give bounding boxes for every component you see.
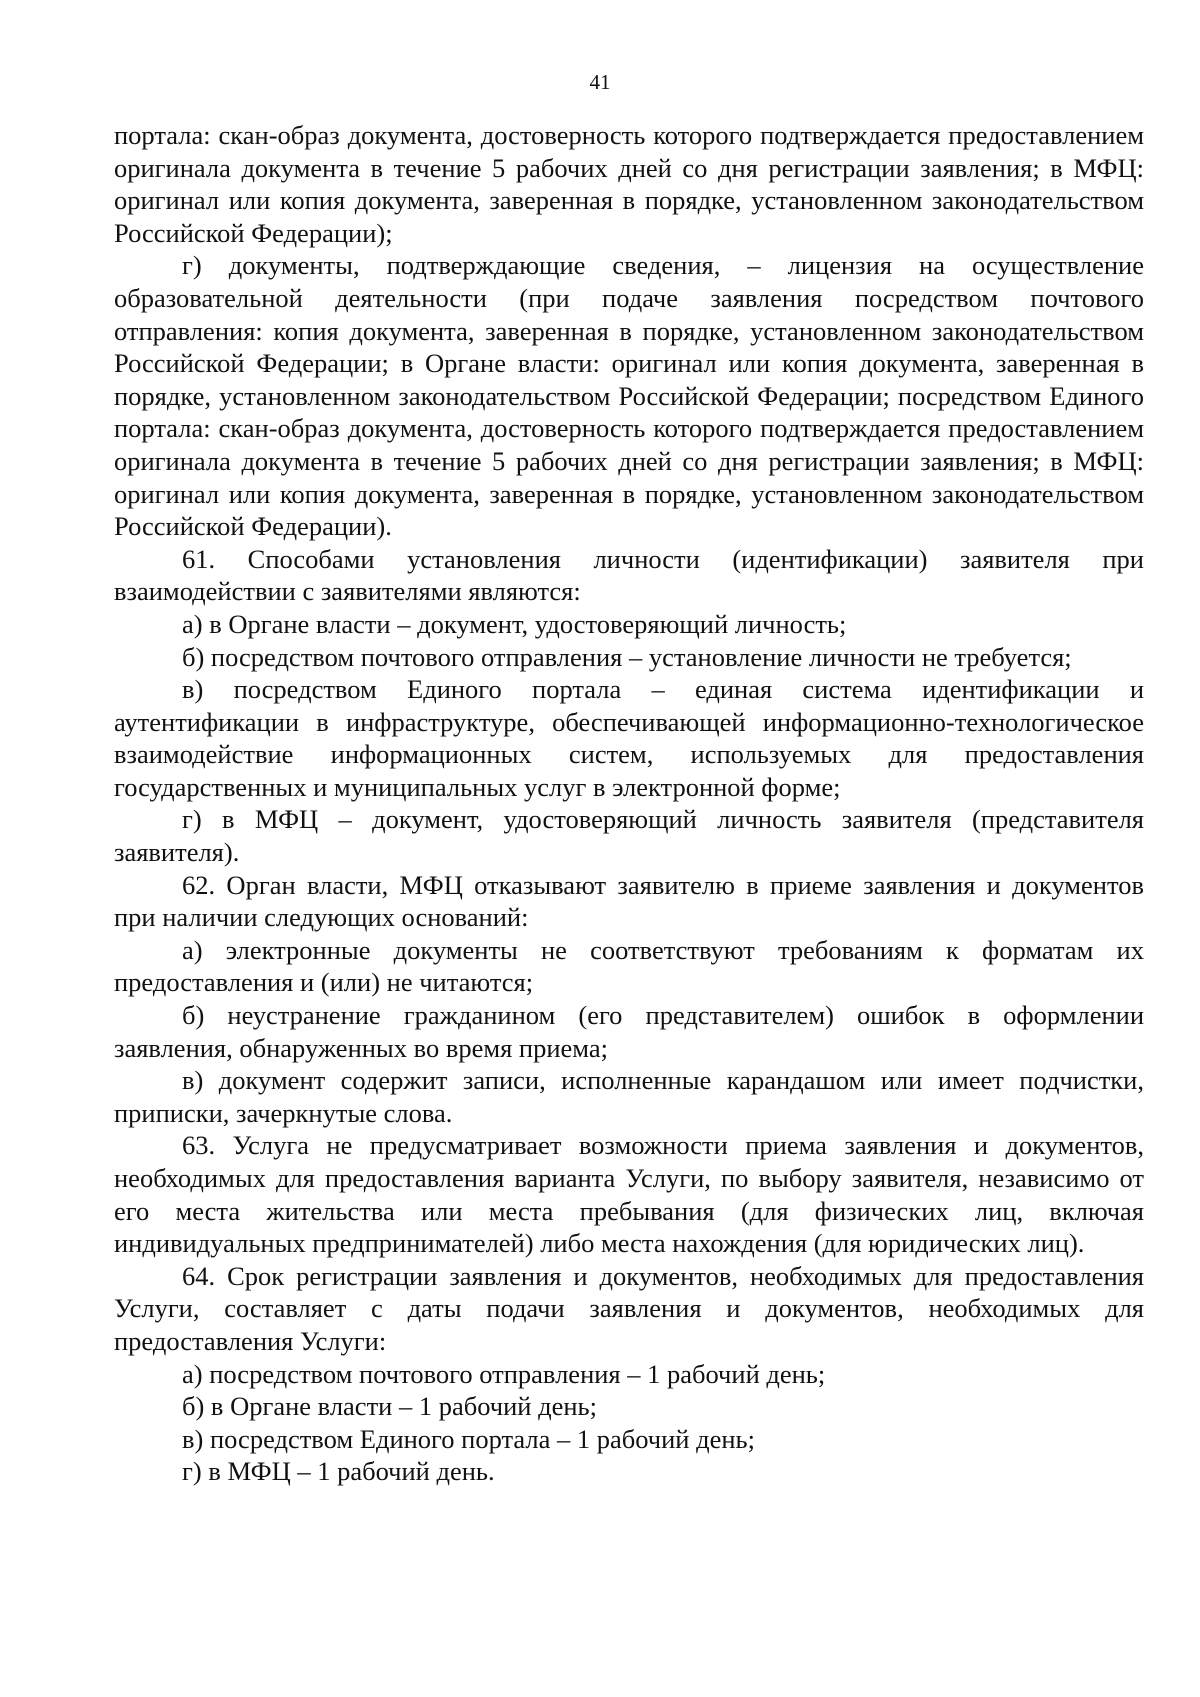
paragraph: г) документы, подтверждающие сведения, – лицензия на осуществление образовательной деятельности (при подаче заявления посредством почтового отправления: копия документа, заверенная в порядке, установленном законодательством Российской Федерации; в Органе власти: оригинал или копия документа, заверенная в порядке, установленном законодательством Российской Федерации; посредством Единого портала: скан-образ документа, достоверность которого подтверждается предоставлением оригинала документа в течение 5 рабочих дней со дня регистрации заявления; в МФЦ: оригинал или копия документа, заверенная в порядке, установленном законодательством Российской Федерации). xyxy=(114,250,1144,542)
paragraph: б) неустранение гражданином (его представителем) ошибок в оформлении заявления, обнаруженных во время приема; xyxy=(114,1000,1144,1063)
paragraph: б) в Органе власти – 1 рабочий день; xyxy=(182,1391,597,1422)
paragraph: г) в МФЦ – 1 рабочий день. xyxy=(182,1456,495,1487)
paragraph: а) электронные документы не соответствуют требованиям к форматам их предоставления и (или) не читаются; xyxy=(114,934,1144,998)
paragraph: б) посредством почтового отправления – установление личности не требуется; xyxy=(182,641,1072,672)
paragraph: в) посредством Единого портала – единая система идентификации и аутентификации в инфраструктуре, обеспечивающей информационно-технологическое взаимодействие информационных систем, используемых для предоставления государственных и муниципальных услуг в электронной форме; xyxy=(114,674,1144,802)
paragraph: в) документ содержит записи, исполненные карандашом или имеет подчистки, приписки, зачеркнутые слова. xyxy=(114,1065,1144,1128)
paragraph: 62. Орган власти, МФЦ отказывают заявителю в приеме заявления и документов при наличии следующих оснований: xyxy=(114,869,1144,933)
paragraph: в) посредством Единого портала – 1 рабочий день; xyxy=(182,1423,755,1454)
paragraph: а) посредством почтового отправления – 1 рабочий день; xyxy=(182,1358,826,1389)
paragraph: 61. Способами установления личности (идентификации) заявителя при взаимодействии с заявителями являются: xyxy=(114,543,1144,607)
page-number: 41 xyxy=(589,70,611,94)
paragraph: портала: скан-образ документа, достоверность которого подтверждается предоставлением оригинала документа в течение 5 рабочих дней со дня регистрации заявления; в МФЦ: оригинал или копия документа, заверенная в порядке, установленном законодательством Российской Федерации); xyxy=(114,120,1144,248)
paragraph: 64. Срок регистрации заявления и документов, необходимых для предоставления Услуги, составляет с даты подачи заявления и документов, необходимых для предоставления Услуги: xyxy=(114,1260,1144,1356)
document-body xyxy=(114,119,1144,1488)
paragraph: 63. Услуга не предусматривает возможности приема заявления и документов, необходимых для предоставления варианта Услуги, по выбору заявителя, независимо от его места жительства или места пребывания (для физических лиц, включая индивидуальных предпринимателей) либо места нахождения (для юридических лиц). xyxy=(114,1130,1144,1259)
paragraph: г) в МФЦ – документ, удостоверяющий личность заявителя (представителя заявителя). xyxy=(114,804,1144,868)
paragraph: а) в Органе власти – документ, удостоверяющий личность; xyxy=(182,608,847,639)
